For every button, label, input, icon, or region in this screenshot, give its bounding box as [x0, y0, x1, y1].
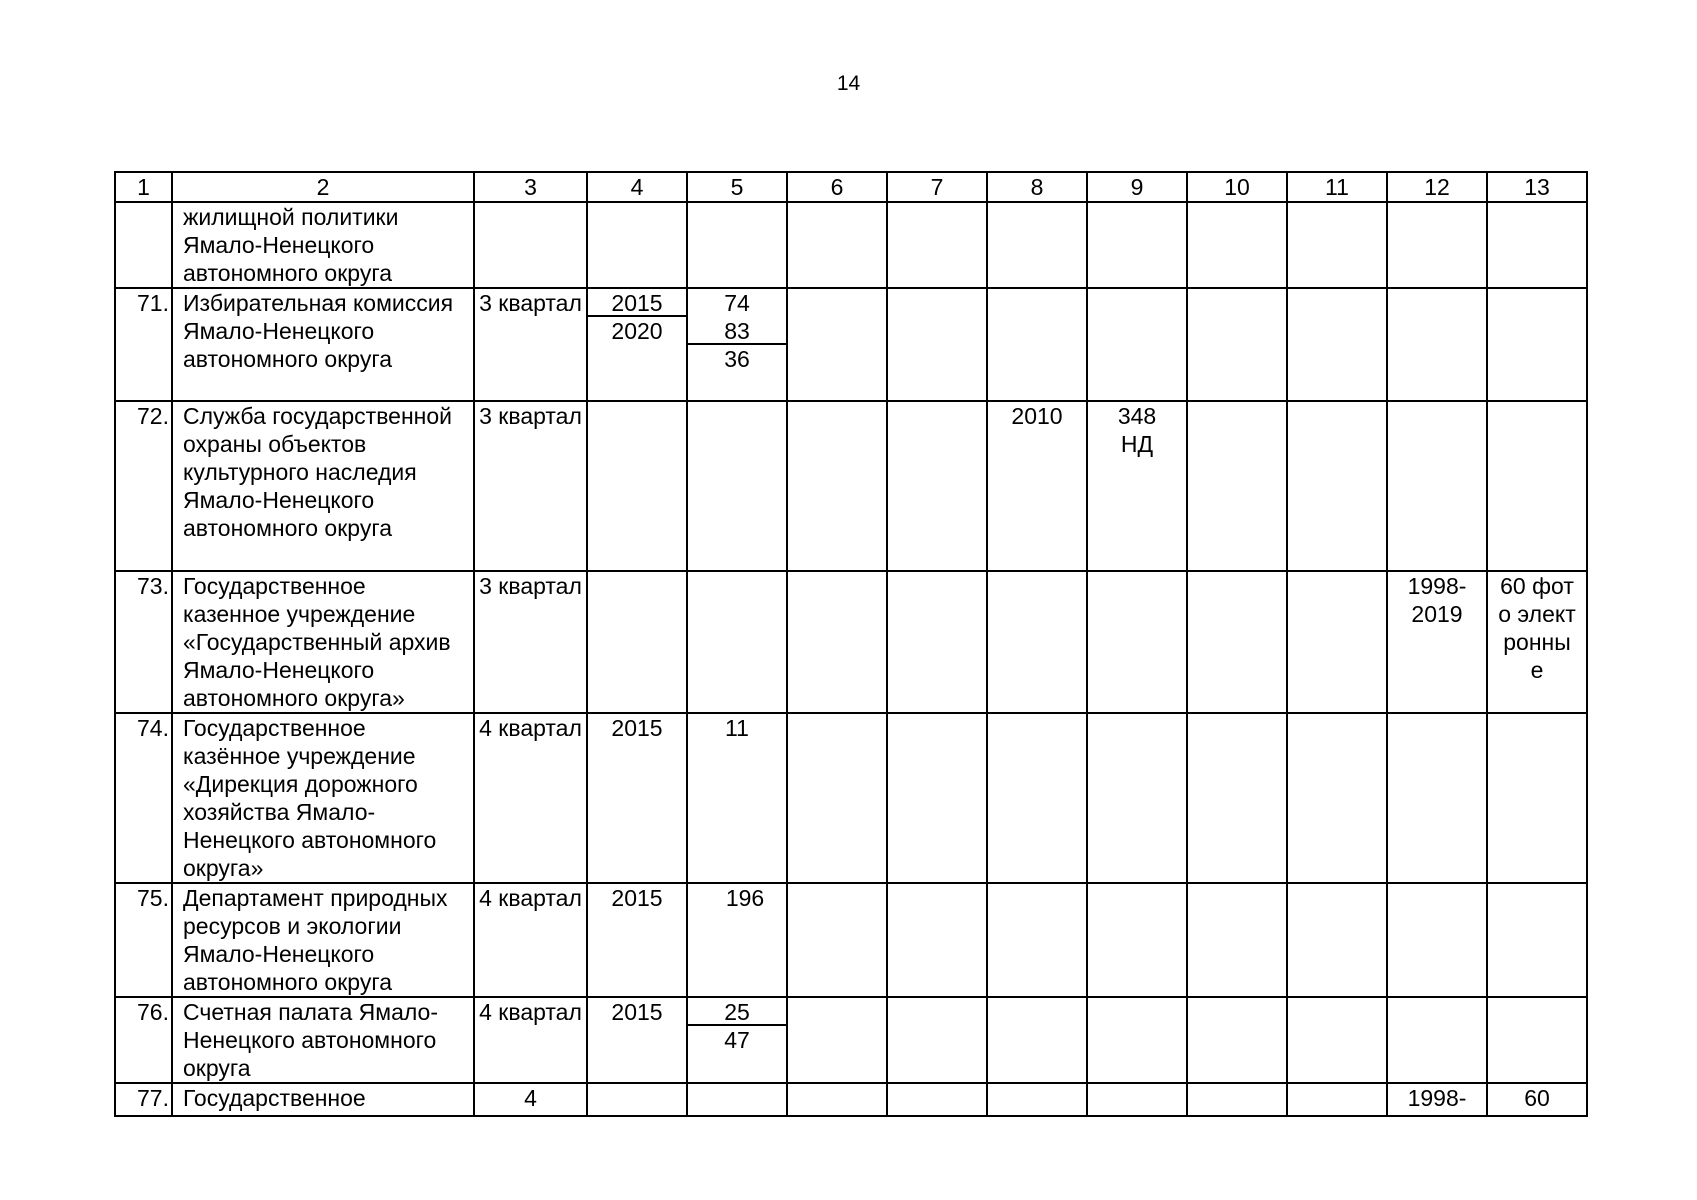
table-row	[115, 202, 1587, 288]
row-number: 77.	[115, 1083, 172, 1116]
quarter-cell: 3 квартал	[474, 288, 587, 401]
header-col-4: 4	[587, 172, 687, 202]
count-value: 36	[724, 346, 750, 372]
quarter-cell: 3 квартал	[474, 571, 587, 713]
table-header-row	[115, 172, 1587, 202]
quarter-cell: 4 квартал	[474, 713, 587, 883]
row-number: 74.	[115, 713, 172, 883]
organization-name: Избирательная комиссия Ямало-Ненецкого автономного округа	[172, 288, 474, 401]
quarter-cell: 3 квартал	[474, 401, 587, 571]
table-row	[115, 1083, 1587, 1116]
year-value: 2015	[587, 883, 687, 997]
row-number: 76.	[115, 997, 172, 1083]
header-col-2: 2	[172, 172, 474, 202]
header-col-13: 13	[1487, 172, 1587, 202]
quarter-cell: 4 квартал	[474, 997, 587, 1083]
organization-name: жилищной политики Ямало-Ненецкого автономного округа	[172, 202, 474, 288]
col13-value	[1487, 571, 1587, 713]
organization-name: Счетная палата Ямало-Ненецкого автономного округа	[172, 997, 474, 1083]
table-row	[115, 571, 1587, 713]
header-col-6: 6	[787, 172, 887, 202]
years-cell	[587, 288, 687, 401]
row-number: 75.	[115, 883, 172, 997]
col9-value	[1087, 401, 1187, 571]
table-row	[115, 713, 1587, 883]
year-value: 2020	[611, 318, 663, 344]
organization-name: Служба государственной охраны объектов культурного наследия Ямало-Ненецкого автономного округа	[172, 401, 474, 571]
organization-name: Государственное казённое учреждение «Дирекция дорожного хозяйства Ямало-Ненецкого автономного округа»	[172, 713, 474, 883]
header-col-3: 3	[474, 172, 587, 202]
header-col-10: 10	[1187, 172, 1287, 202]
header-col-7: 7	[887, 172, 987, 202]
header-col-9: 9	[1087, 172, 1187, 202]
year-value: 2015	[587, 713, 687, 883]
quarter-cell: 4	[474, 1083, 587, 1116]
counts-cell	[687, 288, 787, 401]
count-value: 47	[724, 1027, 750, 1053]
count-value: 83	[688, 317, 786, 345]
row-number: 72.	[115, 401, 172, 571]
count-value: 74	[724, 290, 750, 316]
col9-text: 348 НД	[1117, 403, 1157, 457]
quarter-cell: 4 квартал	[474, 883, 587, 997]
header-col-5: 5	[687, 172, 787, 202]
col8-value: 2010	[987, 401, 1087, 571]
col12-text: 1998-2019	[1407, 573, 1467, 627]
table-row	[115, 401, 1587, 571]
col12-value	[1387, 571, 1487, 713]
table-row	[115, 883, 1587, 997]
table-row	[115, 997, 1587, 1083]
organization-name: Государственное	[172, 1083, 474, 1116]
count-value: 11	[687, 713, 787, 883]
count-value: 25	[688, 998, 786, 1026]
year-value: 2015	[587, 997, 687, 1083]
table-row	[115, 288, 1587, 401]
col12-value: 1998-	[1387, 1083, 1487, 1116]
col13-value: 60	[1487, 1083, 1587, 1116]
row-number: 71.	[115, 288, 172, 401]
year-value: 2015	[588, 289, 686, 317]
header-col-8: 8	[987, 172, 1087, 202]
header-col-1: 1	[115, 172, 172, 202]
header-col-11: 11	[1287, 172, 1387, 202]
row-number	[115, 202, 172, 288]
row-number: 73.	[115, 571, 172, 713]
counts-cell	[687, 997, 787, 1083]
header-col-12: 12	[1387, 172, 1487, 202]
organization-name: Государственное казенное учреждение «Государственный архив Ямало-Ненецкого автономного округа»	[172, 571, 474, 713]
col13-text: 60 фото электронные	[1498, 573, 1576, 683]
count-value: 196	[687, 883, 787, 997]
organization-name: Департамент природных ресурсов и экологии Ямало-Ненецкого автономного округа	[172, 883, 474, 997]
page-number: 14	[836, 72, 861, 95]
document-table	[114, 171, 1588, 1117]
